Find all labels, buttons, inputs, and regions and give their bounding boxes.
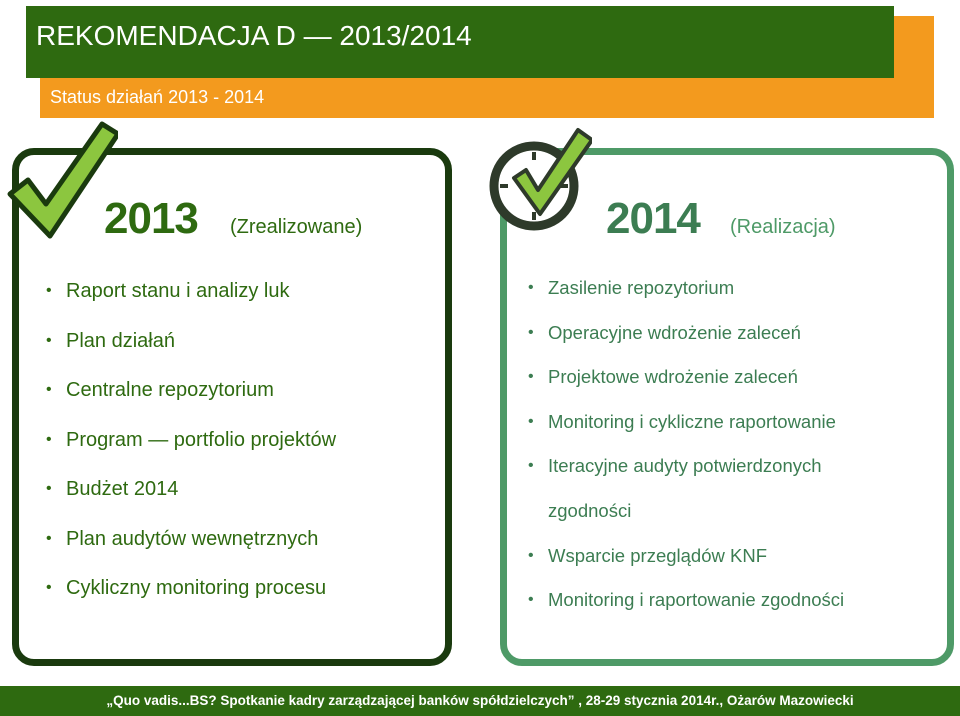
list-item: • Centralne repozytorium [46, 379, 274, 401]
status-2014: (Realizacja) [730, 216, 836, 238]
year-2013: 2013 [104, 194, 198, 243]
list-item: • Cykliczny monitoring procesu [46, 577, 327, 599]
list-item: • Projektowe wdrożenie zaleceń [528, 366, 798, 388]
list-item: • Iteracyjne audyty potwierdzonych [528, 455, 822, 477]
list-item: • Zasilenie repozytorium [528, 277, 735, 298]
clock-check-icon [488, 126, 592, 234]
list-item: • Monitoring i raportowanie zgodności [528, 589, 845, 611]
list-item: • Monitoring i cykliczne raportowanie [528, 410, 836, 432]
status-2013: (Zrealizowane) [230, 216, 363, 238]
list-item: • Plan audytów wewnętrznych [46, 527, 319, 550]
list-item-continuation: zgodności [548, 499, 632, 521]
page-subtitle: Status działań 2013 - 2014 [50, 87, 265, 107]
list-item: • Plan działań [46, 329, 175, 352]
list-2013 [46, 278, 337, 625]
list-item: • Operacyjne wdrożenie zaleceń [528, 321, 801, 343]
list-item: • Program — portfolio projektów [46, 428, 337, 451]
checkmark-icon [6, 120, 118, 240]
list-item: • Wsparcie przeglądów KNF [528, 544, 767, 566]
list-2014 [528, 277, 845, 634]
year-2014: 2014 [606, 194, 700, 243]
page-title: REKOMENDACJA D — 2013/2014 [36, 20, 472, 51]
list-item: • Raport stanu i analizy luk [46, 280, 290, 302]
footer-bar: „Quo vadis...BS? Spotkanie kadry zarządzającej banków spółdzielczych” , 28-29 stycznia 2014r., Ożarów Mazowiecki [0, 686, 960, 716]
list-item: • Budżet 2014 [46, 478, 179, 500]
